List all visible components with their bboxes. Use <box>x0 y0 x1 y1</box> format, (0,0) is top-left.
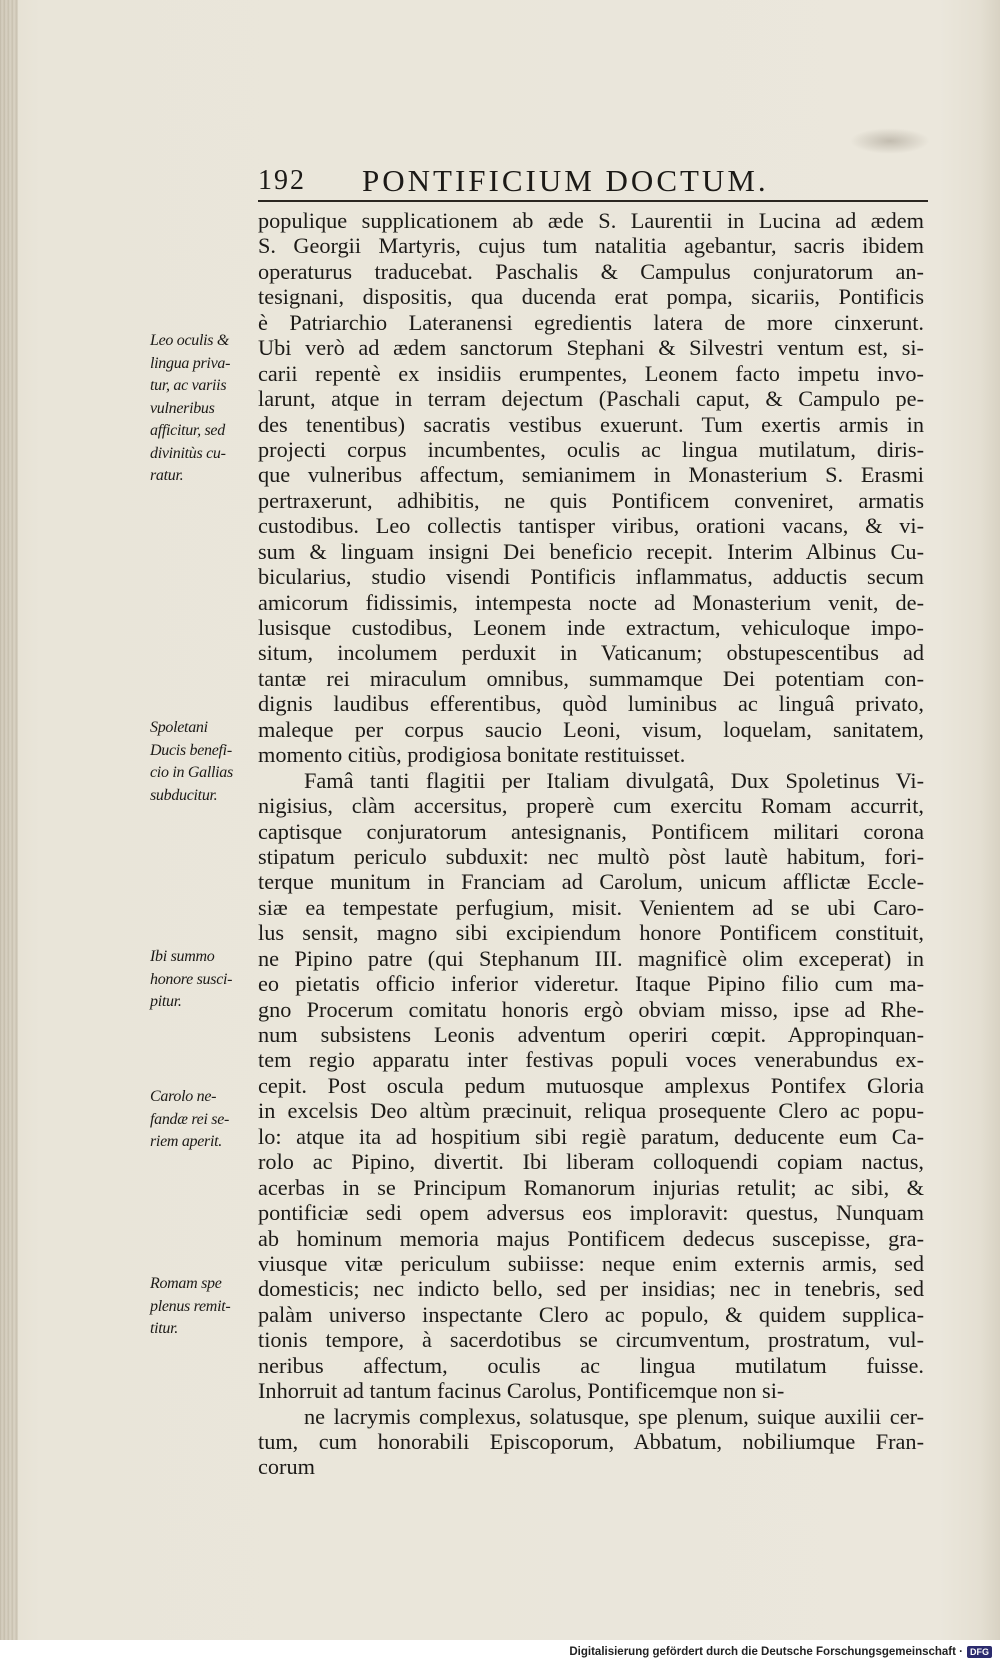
page-number: 192 <box>258 165 306 196</box>
text-line: S. Georgii Martyris, cujus tum natalitia agebantur, sacris ibidem <box>258 233 924 259</box>
text-line: projecti corpus incumbentes, oculis ac lingua mutilatum, diris- <box>258 436 924 462</box>
marginal-note-line: honore susci- <box>150 970 233 988</box>
text-line: Ubi verò ad ædem sanctorum Stephani & Silvestri ventum est, si- <box>258 335 924 361</box>
text-line: sum & linguam insigni Dei beneficio recepit. Interim Albinus Cu- <box>258 538 924 564</box>
marginal-note-line: riem aperit. <box>150 1133 222 1150</box>
header-rule <box>258 200 928 202</box>
text-line: in excelsis Deo altùm præcinuit, reliqua prosequente Clero ac popu- <box>258 1098 924 1124</box>
marginal-note-line: subducitur. <box>150 786 218 804</box>
text-line: ne Pipino patre (qui Stephanum III. magnificè olim exceperat) in <box>258 945 924 971</box>
marginal-note-line: afficitur, sed <box>150 422 225 439</box>
credit-text: Digitalisierung gefördert durch die Deutsche Forschungsgemeinschaft · <box>569 1646 963 1658</box>
text-line: populique supplicationem ab æde S. Laurentii in Lucina ad ædem <box>258 208 924 233</box>
text-line: siæ ea tempestate perfugium, misit. Venientem ad se ubi Caro- <box>258 894 924 920</box>
body-text <box>258 208 924 1480</box>
text-line: pontificiæ sedi opem adversus eos imploravit: questus, Nunquam <box>258 1200 924 1226</box>
text-line: tem regio apparatu inter festivas populi voces venerabundus ex- <box>258 1047 924 1073</box>
text-line: pertraxerunt, adhibitis, ne quis Pontificem conveniret, armatis <box>258 487 924 513</box>
text-line: lo: atque ita ad hospitium sibi regiè paratum, deducente eum Ca- <box>258 1123 924 1149</box>
running-title: PONTIFICIUM DOCTUM. <box>362 163 769 198</box>
text-line: dignis laudibus efferentibus, quòd luminibus ac linguâ privato, <box>258 691 924 717</box>
marginal-note-line: Ibi summo <box>150 948 215 965</box>
marginal-note-line: ratur. <box>150 467 184 484</box>
marginal-note-line: pitur. <box>150 993 182 1010</box>
text-line: nigisius, clàm accersitus, properè cum exercitu Romam accurrit, <box>258 793 924 819</box>
digitization-credit <box>569 1644 992 1660</box>
text-line: amicorum fidissimis, intempesta nocte ad Monasterium venit, de- <box>258 589 924 615</box>
text-line: è Patriarchio Lateranensi egredientis latera de more cinxerunt. <box>258 309 924 335</box>
marginal-note <box>150 330 262 488</box>
marginal-note-line: titur. <box>150 1320 178 1337</box>
marginal-note-line: Romam spe <box>150 1275 222 1292</box>
text-line: Famâ tanti flagitii per Italiam divulgatâ, Dux Spoletinus Vi- <box>304 767 924 793</box>
text-line: acerbas in se Principum Romanorum injurias retulit; ac sibi, & <box>258 1174 924 1200</box>
text-line: palàm universo inspectante Clero ac populo, & quidem supplica- <box>258 1301 924 1327</box>
text-line: tum, cum honorabili Episcoporum, Abbatum, nobiliumque Fran- <box>258 1429 924 1454</box>
marginal-note <box>150 1086 262 1154</box>
text-line: terque munitum in Franciam ad Carolum, unicum afflictæ Eccle- <box>258 869 924 895</box>
text-line: captisque conjuratorum antesignanis, Pontificem militari corona <box>258 818 924 844</box>
marginal-note-line: fandæ rei se- <box>150 1110 230 1128</box>
paper-stain <box>850 128 930 154</box>
text-line: maleque per corpus saucio Leoni, visum, loquelam, sanitatem, <box>258 716 924 742</box>
text-line: rolo ac Pipino, divertit. Ibi liberam colloquendi copiam nactus, <box>258 1149 924 1175</box>
text-line: domesticis; nec indicto bello, sed per insidias; nec in tenebris, sed <box>258 1276 924 1302</box>
marginal-note-line: vulneribus <box>150 399 215 417</box>
text-line: bicularius, studio visendi Pontificis inflammatus, adductis secum <box>258 564 924 590</box>
text-line: Inhorruit ad tantum facinus Carolus, Pontificemque non si- <box>258 1378 785 1404</box>
text-line: eo pietatis officio inferior videretur. Itaque Pipino filio cum ma- <box>258 971 924 997</box>
text-line: des tenentibus) sacratis vestibus exuerunt. Tum exertis armis in <box>258 411 924 437</box>
text-line: corum <box>258 1454 315 1480</box>
text-line: tionis tempore, à sacerdotibus se circumventum, prostratum, vul- <box>258 1327 924 1353</box>
marginal-note-line: tur, ac variis <box>150 377 227 394</box>
running-head <box>258 163 922 203</box>
text-line: custodibus. Leo collectis tantisper viribus, orationi vacans, & vi- <box>258 513 924 539</box>
dfg-logo: DFG <box>967 1646 992 1658</box>
marginal-note <box>150 717 262 807</box>
marginal-note-line: divinitùs cu- <box>150 444 226 462</box>
marginal-note <box>150 946 262 1014</box>
text-line: operaturus traducebat. Paschalis & Campulus conjuratorum an- <box>258 258 924 284</box>
text-line: larunt, atque in terram dejectum (Paschali caput, & Campulo pe- <box>258 386 924 412</box>
text-line: ne lacrymis complexus, solatusque, spe plenum, suique auxilii cer- <box>304 1403 924 1429</box>
text-line: viusque vitæ periculum subiisse: neque enim externis armis, sed <box>258 1250 924 1276</box>
text-line: num subsistens Leonis adventum operiri cœpit. Appropinquan- <box>258 1022 924 1047</box>
marginal-note <box>150 1273 262 1341</box>
text-line: tesignani, dispositis, qua ducenda erat pompa, sicariis, Pontificis <box>258 284 924 310</box>
marginal-note-line: Leo oculis & <box>150 332 230 349</box>
marginal-note-line: Carolo ne- <box>150 1088 217 1105</box>
marginal-note-line: plenus remit- <box>150 1297 231 1315</box>
text-line: stipatum periculo subduxit: nec multò pòst lautè habitum, fori- <box>258 843 924 869</box>
text-line: tantæ rei miraculum omnibus, summamque Dei potentiam con- <box>258 665 924 691</box>
marginal-note-line: Ducis benefi- <box>150 741 232 759</box>
marginal-note-line: lingua priva- <box>150 354 231 372</box>
text-line: neribus affectum, oculis ac lingua mutilatum fuisse. <box>258 1352 924 1378</box>
text-line: situm, incolumem perduxit in Vaticanum; obstupescentibus ad <box>258 640 924 666</box>
text-line: gno Procerum comitatu honoris ergò obviam misso, ipse ad Rhe- <box>258 996 924 1022</box>
text-line: ab hominum memoria majus Pontificem dedecus suscepisse, gra- <box>258 1225 924 1251</box>
text-line: lusisque custodibus, Leonem inde extractum, vehiculoque impo- <box>258 615 924 640</box>
marginal-note-line: cio in Gallias <box>150 764 233 781</box>
text-line: lus sensit, magno sibi excipiendum honore Pontificem constituit, <box>258 920 924 946</box>
text-line: cepit. Post oscula pedum mutuosque amplexus Pontifex Gloria <box>258 1072 924 1098</box>
marginal-note-line: Spoletani <box>150 719 208 736</box>
text-line: carii repentè ex insidiis erumpentes, Leonem facto impetu invo- <box>258 360 924 386</box>
page-stack-edge <box>0 0 18 1640</box>
text-line: momento citiùs, prodigiosa bonitate restituisset. <box>258 742 686 768</box>
text-line: que vulneribus affectum, semianimem in Monasterium S. Erasmi <box>258 462 924 488</box>
